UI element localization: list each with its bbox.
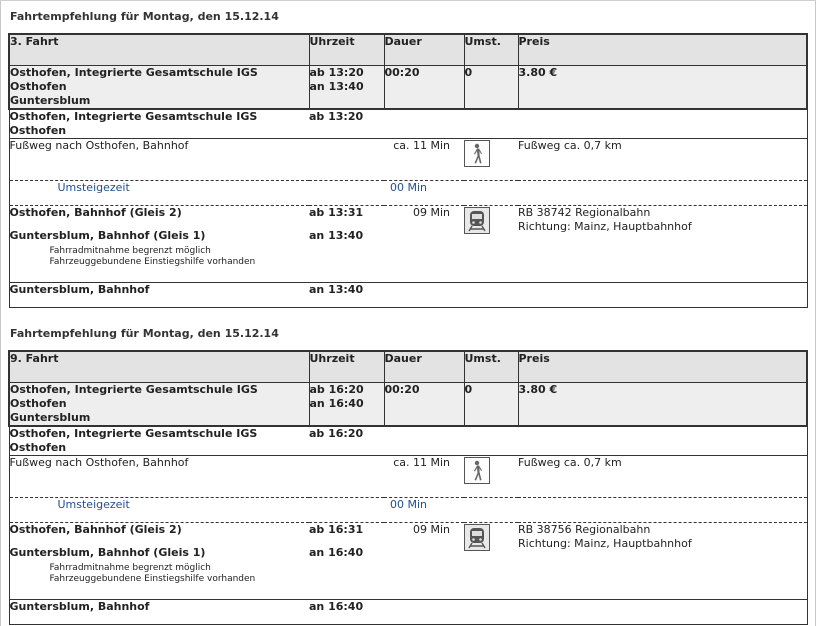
train-arr: an 13:40 — [309, 228, 364, 242]
summary-duration: 00:20 — [384, 382, 464, 426]
walk-row — [9, 455, 807, 497]
train-note-access: Fahrzeuggebundene Einstiegshilfe vorhanden — [49, 573, 256, 584]
col-duration: Dauer — [384, 351, 464, 382]
walk-duration: ca. 11 Min — [384, 138, 464, 180]
summary-from: Osthofen, Integrierte Gesamtschule IGS Osthofen — [10, 65, 258, 93]
end-stop: Guntersblum, Bahnhof — [9, 599, 309, 624]
pedestrian-icon — [464, 457, 490, 484]
start-stop: Osthofen, Integrierte Gesamtschule IGS Osthofen — [9, 109, 309, 139]
start-row — [9, 109, 807, 139]
trip-heading: Fahrtempfehlung für Montag, den 15.12.14 — [10, 327, 279, 340]
start-time: ab 13:20 — [309, 109, 384, 139]
pedestrian-icon — [464, 140, 490, 167]
train-direction: Richtung: Mainz, Hauptbahnhof — [518, 536, 692, 550]
train-service: RB 38742 Regionalbahn — [518, 205, 651, 219]
summary-changes: 0 — [464, 65, 518, 109]
transfer-label: Umsteigezeit — [9, 180, 309, 205]
summary-from: Osthofen, Integrierte Gesamtschule IGS Osthofen — [10, 382, 258, 410]
summary-price: 3.80 € — [518, 382, 807, 426]
trip-summary-row[interactable] — [9, 382, 807, 426]
train-note-access: Fahrzeuggebundene Einstiegshilfe vorhanden — [49, 256, 256, 267]
trip-heading: Fahrtempfehlung für Montag, den 15.12.14 — [10, 10, 279, 23]
train-icon — [464, 207, 490, 234]
col-trip: 3. Fahrt — [9, 34, 309, 65]
train-to: Guntersblum, Bahnhof (Gleis 1) — [9, 228, 206, 242]
train-direction: Richtung: Mainz, Hauptbahnhof — [518, 219, 692, 233]
trip-summary-row[interactable] — [9, 65, 807, 109]
summary-duration: 00:20 — [384, 65, 464, 109]
end-row — [9, 599, 807, 624]
col-changes: Umst. — [464, 34, 518, 65]
col-duration: Dauer — [384, 34, 464, 65]
transfer-duration: 00 Min — [384, 180, 464, 205]
walk-label: Fußweg nach Osthofen, Bahnhof — [9, 138, 309, 180]
train-arr: an 16:40 — [309, 545, 364, 559]
train-from: Osthofen, Bahnhof (Gleis 2) — [9, 205, 182, 219]
summary-to: Guntersblum — [10, 93, 91, 107]
col-time: Uhrzeit — [309, 351, 384, 382]
train-row — [9, 522, 807, 599]
start-time: ab 16:20 — [309, 426, 384, 456]
walk-info: Fußweg ca. 0,7 km — [518, 138, 807, 180]
train-icon — [464, 524, 490, 551]
summary-dep: ab 13:20 — [309, 65, 364, 79]
transfer-row — [9, 180, 807, 205]
end-stop: Guntersblum, Bahnhof — [9, 282, 309, 307]
train-duration: 09 Min — [384, 522, 464, 599]
transfer-duration: 00 Min — [384, 497, 464, 522]
train-service: RB 38756 Regionalbahn — [518, 522, 651, 536]
train-dep: ab 16:31 — [309, 522, 364, 536]
train-duration: 09 Min — [384, 205, 464, 282]
start-row — [9, 426, 807, 456]
train-dep: ab 13:31 — [309, 205, 364, 219]
summary-price: 3.80 € — [518, 65, 807, 109]
trip-table — [8, 33, 808, 308]
summary-arr: an 16:40 — [309, 396, 364, 410]
col-price: Preis — [518, 351, 807, 382]
col-trip: 9. Fahrt — [9, 351, 309, 382]
trip-table — [8, 350, 808, 625]
col-price: Preis — [518, 34, 807, 65]
end-row — [9, 282, 807, 307]
col-time: Uhrzeit — [309, 34, 384, 65]
walk-label: Fußweg nach Osthofen, Bahnhof — [9, 455, 309, 497]
train-note-bike: Fahrradmitnahme begrenzt möglich — [49, 562, 211, 573]
table-header — [9, 351, 807, 382]
top-divider — [0, 0, 816, 1]
transfer-row — [9, 497, 807, 522]
summary-dep: ab 16:20 — [309, 382, 364, 396]
transfer-label: Umsteigezeit — [9, 497, 309, 522]
end-time: an 13:40 — [309, 282, 384, 307]
summary-changes: 0 — [464, 382, 518, 426]
walk-row — [9, 138, 807, 180]
train-row — [9, 205, 807, 282]
end-time: an 16:40 — [309, 599, 384, 624]
summary-arr: an 13:40 — [309, 79, 364, 93]
start-stop: Osthofen, Integrierte Gesamtschule IGS Osthofen — [9, 426, 309, 456]
walk-duration: ca. 11 Min — [384, 455, 464, 497]
walk-info: Fußweg ca. 0,7 km — [518, 455, 807, 497]
col-changes: Umst. — [464, 351, 518, 382]
table-header — [9, 34, 807, 65]
summary-to: Guntersblum — [10, 410, 91, 424]
train-note-bike: Fahrradmitnahme begrenzt möglich — [49, 245, 211, 256]
train-to: Guntersblum, Bahnhof (Gleis 1) — [9, 545, 206, 559]
train-from: Osthofen, Bahnhof (Gleis 2) — [9, 522, 182, 536]
